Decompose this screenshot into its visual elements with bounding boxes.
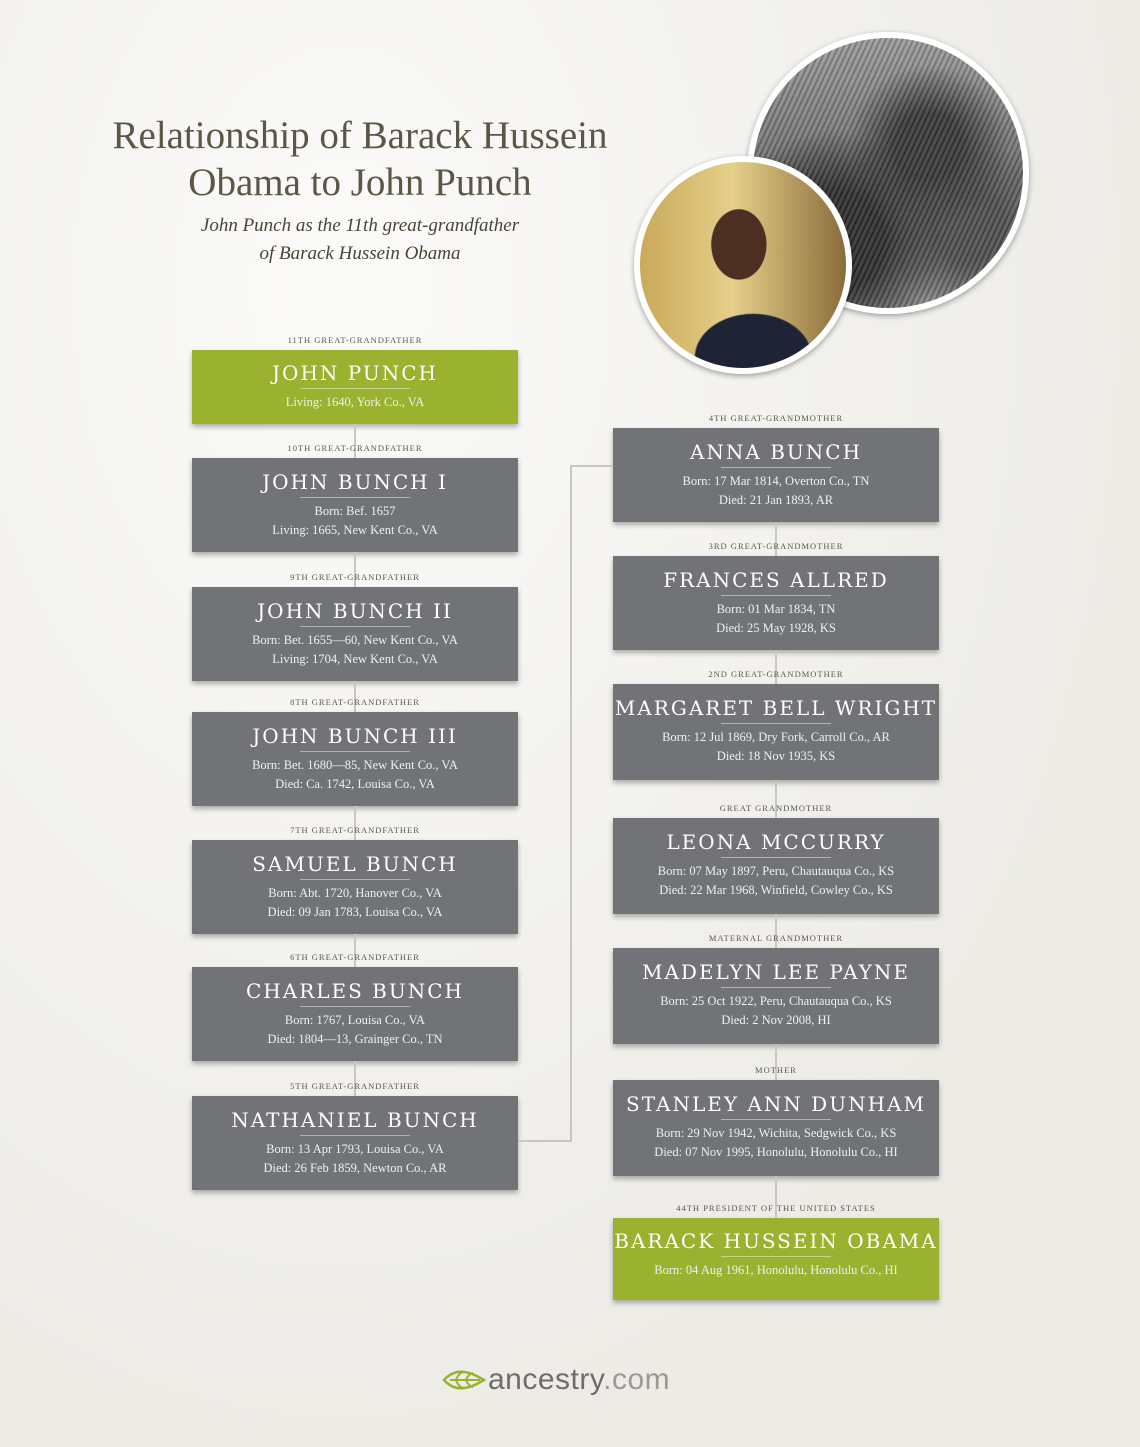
person-detail: Born: 25 Oct 1922, Peru, Chautauqua Co., KS — [660, 994, 892, 1008]
title-line: Relationship of Barack Hussein — [112, 114, 608, 157]
person-detail: Born: Bet. 1655—60, New Kent Co., VA — [252, 633, 458, 647]
logo-wordmark — [488, 1363, 670, 1397]
person-card — [192, 350, 518, 424]
person-card — [613, 684, 939, 780]
generation-label: 3RD GREAT-GRANDMOTHER — [708, 541, 844, 551]
generation-label: 44TH PRESIDENT OF THE UNITED STATES — [676, 1203, 876, 1213]
generation-label: MOTHER — [755, 1065, 797, 1075]
person-name: LEONA MCCURRY — [666, 830, 886, 854]
person-detail: Born: Bef. 1657 — [314, 504, 396, 518]
tree-connector — [570, 465, 572, 1142]
person-detail: Died: 25 May 1928, KS — [716, 621, 836, 635]
subtitle-line: of Barack Hussein Obama — [259, 243, 461, 264]
person-detail: Died: Ca. 1742, Louisa Co., VA — [275, 777, 435, 791]
person-name: STANLEY ANN DUNHAM — [626, 1092, 926, 1116]
person-card — [192, 840, 518, 934]
person-card — [613, 428, 939, 522]
person-card — [192, 1096, 518, 1190]
person-detail: Died: 2 Nov 2008, HI — [721, 1013, 831, 1027]
person-detail: Died: 18 Nov 1935, KS — [716, 749, 836, 763]
generation-label: MATERNAL GRANDMOTHER — [708, 933, 844, 943]
card-divider — [721, 1256, 831, 1257]
subtitle-line: John Punch as the 11th great-grandfather — [200, 215, 520, 236]
person-name: JOHN BUNCH III — [252, 724, 458, 748]
generation-label: 9TH GREAT-GRANDFATHER — [290, 572, 420, 582]
person-detail: Born: Bet. 1680—85, New Kent Co., VA — [252, 758, 458, 772]
person-name: JOHN PUNCH — [272, 361, 438, 385]
title-line: Obama to John Punch — [188, 161, 532, 204]
card-divider — [721, 723, 831, 724]
person-name: JOHN BUNCH II — [257, 599, 453, 623]
card-divider — [721, 595, 831, 596]
person-detail: Died: 26 Feb 1859, Newton Co., AR — [263, 1161, 447, 1175]
person-detail: Born: 13 Apr 1793, Louisa Co., VA — [266, 1142, 444, 1156]
person-name: MARGARET BELL WRIGHT — [614, 696, 938, 720]
person-name: CHARLES BUNCH — [246, 979, 464, 1003]
person-detail: Living: 1665, New Kent Co., VA — [272, 523, 438, 537]
card-divider — [300, 751, 410, 752]
card-divider — [300, 1135, 410, 1136]
person-card — [192, 712, 518, 806]
generation-label: 5TH GREAT-GRANDFATHER — [290, 1081, 420, 1091]
ancestry-logo — [440, 1360, 700, 1400]
tree-connector — [570, 465, 613, 467]
card-divider — [300, 1006, 410, 1007]
generation-label: 10TH GREAT-GRANDFATHER — [287, 443, 423, 453]
leaf-icon — [440, 1363, 488, 1397]
tree-connector — [518, 1140, 570, 1142]
person-name: SAMUEL BUNCH — [252, 852, 458, 876]
person-card — [613, 818, 939, 914]
generation-label: 6TH GREAT-GRANDFATHER — [290, 952, 420, 962]
person-card — [613, 948, 939, 1044]
page-subtitle — [80, 212, 640, 268]
generation-label: 2ND GREAT-GRANDMOTHER — [708, 669, 844, 679]
person-detail: Born: 1767, Louisa Co., VA — [284, 1013, 426, 1027]
person-detail: Died: 07 Nov 1995, Honolulu, Honolulu Co., HI — [654, 1145, 898, 1159]
person-name: MADELYN LEE PAYNE — [641, 960, 910, 984]
person-card — [192, 458, 518, 552]
person-name: FRANCES ALLRED — [663, 568, 889, 592]
card-divider — [721, 467, 831, 468]
generation-label: GREAT GRANDMOTHER — [719, 803, 833, 813]
person-detail: Living: 1640, York Co., VA — [285, 395, 425, 409]
card-divider — [721, 1119, 831, 1120]
person-name: JOHN BUNCH I — [262, 470, 448, 494]
person-card — [613, 1218, 939, 1300]
person-name: BARACK HUSSEIN OBAMA — [614, 1229, 938, 1253]
person-card — [613, 556, 939, 650]
generation-label: 11TH GREAT-GRANDFATHER — [287, 335, 423, 345]
logo-brand: ancestry — [488, 1363, 604, 1396]
person-detail: Born: 01 Mar 1834, TN — [716, 602, 836, 616]
card-divider — [300, 879, 410, 880]
card-divider — [300, 497, 410, 498]
person-detail: Died: 09 Jan 1783, Louisa Co., VA — [267, 905, 443, 919]
person-detail: Died: 22 Mar 1968, Winfield, Cowley Co., KS — [659, 883, 893, 897]
person-detail: Born: 29 Nov 1942, Wichita, Sedgwick Co., KS — [655, 1126, 897, 1140]
person-detail: Born: 04 Aug 1961, Honolulu, Honolulu Co., HI — [654, 1263, 898, 1277]
person-card — [192, 587, 518, 681]
card-divider — [721, 987, 831, 988]
person-card — [613, 1080, 939, 1176]
obama-portrait-photo — [634, 156, 852, 374]
card-divider — [300, 388, 410, 389]
person-name: ANNA BUNCH — [689, 440, 863, 464]
person-detail: Born: 17 Mar 1814, Overton Co., TN — [682, 474, 870, 488]
person-detail: Born: Abt. 1720, Hanover Co., VA — [268, 886, 442, 900]
generation-label: 8TH GREAT-GRANDFATHER — [290, 697, 420, 707]
logo-domain: .com — [603, 1363, 671, 1396]
person-detail: Died: 21 Jan 1893, AR — [718, 493, 834, 507]
person-card — [192, 967, 518, 1061]
card-divider — [300, 626, 410, 627]
generation-label: 4TH GREAT-GRANDMOTHER — [708, 413, 844, 423]
person-detail: Born: 12 Jul 1869, Dry Fork, Carroll Co., AR — [662, 730, 890, 744]
person-name: NATHANIEL BUNCH — [231, 1108, 479, 1132]
person-detail: Died: 1804—13, Grainger Co., TN — [267, 1032, 443, 1046]
person-detail: Born: 07 May 1897, Peru, Chautauqua Co., KS — [657, 864, 895, 878]
page-title — [60, 112, 660, 206]
card-divider — [721, 857, 831, 858]
person-detail: Living: 1704, New Kent Co., VA — [272, 652, 438, 666]
generation-label: 7TH GREAT-GRANDFATHER — [290, 825, 420, 835]
